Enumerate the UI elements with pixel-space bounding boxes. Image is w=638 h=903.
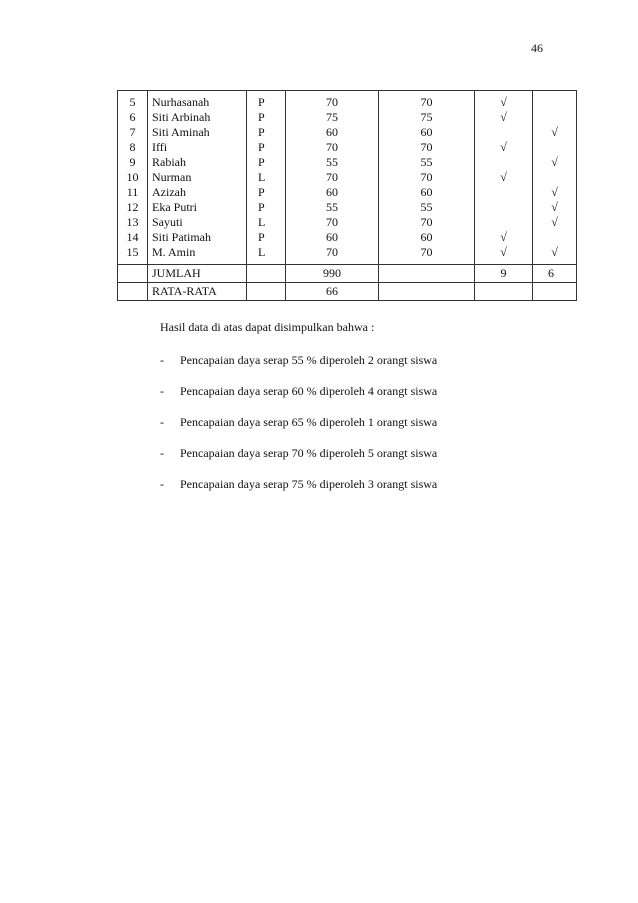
summary-item	[160, 384, 560, 399]
rata-belum-cell	[533, 283, 577, 301]
cell-number: 15	[126, 245, 139, 259]
cell-number: 9	[129, 155, 136, 169]
cell-number: 7	[129, 125, 136, 139]
cell-number: 11	[126, 185, 139, 199]
col-belum-tuntas	[533, 91, 577, 265]
cell-tuntas-check: √	[500, 95, 507, 109]
cell-tuntas-check: √	[500, 110, 507, 124]
cell-tuntas-check: √	[500, 140, 507, 154]
cell-post-score: 55	[420, 200, 433, 214]
cell-name: Iffi	[152, 140, 168, 154]
summary-item-text: Pencapaian daya serap 65 % diperoleh 1 orangt siswa	[180, 415, 438, 429]
cell-number: 8	[129, 140, 136, 154]
col-pre-score	[286, 91, 379, 265]
cell-name: Nurhasanah	[152, 95, 210, 109]
cell-pre-score: 55	[326, 200, 338, 214]
rata-rata-row	[118, 283, 577, 301]
summary-item-text: Pencapaian daya serap 55 % diperoleh 2 orangt siswa	[180, 353, 438, 367]
cell-sex: P	[258, 200, 265, 214]
cell-name: Sayuti	[152, 215, 183, 229]
cell-post-score: 55	[420, 155, 433, 169]
cell-number: 5	[129, 95, 136, 109]
cell-number: 14	[126, 230, 139, 244]
cell-post-score: 70	[420, 215, 433, 229]
jumlah-sex-cell	[247, 265, 286, 283]
rata-rata-pre: 66	[286, 283, 379, 301]
cell-post-score: 75	[420, 110, 433, 124]
cell-post-score: 70	[420, 245, 433, 259]
cell-name: Eka Putri	[152, 200, 197, 214]
cell-post-score: 70	[420, 140, 433, 154]
cell-pre-score: 70	[326, 95, 338, 109]
cell-pre-score: 75	[326, 110, 338, 124]
cell-tuntas-check	[475, 200, 532, 215]
cell-belum-tuntas-check	[533, 230, 576, 245]
summary-item-text: Pencapaian daya serap 70 % diperoleh 5 orangt siswa	[180, 446, 438, 460]
cell-name: Siti Patimah	[152, 230, 212, 244]
cell-sex: L	[258, 215, 266, 229]
student-score-table	[117, 90, 577, 301]
jumlah-no-cell	[118, 265, 148, 283]
cell-post-score: 70	[420, 170, 433, 184]
summary-list	[160, 353, 560, 492]
cell-name: Siti Arbinah	[152, 110, 211, 124]
cell-tuntas-check	[475, 185, 532, 200]
rata-sex-cell	[247, 283, 286, 301]
cell-tuntas-check	[475, 155, 532, 170]
cell-number: 6	[129, 110, 136, 124]
jumlah-post-cell	[379, 265, 475, 283]
cell-pre-score: 70	[326, 140, 338, 154]
cell-tuntas-check	[475, 125, 532, 140]
cell-tuntas-check: √	[500, 170, 507, 184]
cell-belum-tuntas-check	[533, 110, 576, 125]
cell-pre-score: 70	[326, 215, 338, 229]
bullet-dash: -	[160, 477, 164, 491]
col-name	[148, 91, 247, 265]
rata-tuntas-cell	[475, 283, 533, 301]
cell-sex: P	[258, 185, 265, 199]
rata-rata-label: RATA-RATA	[148, 283, 247, 301]
jumlah-label: JUMLAH	[148, 265, 247, 283]
bullet-dash: -	[160, 446, 164, 460]
cell-belum-tuntas-check: √	[551, 185, 558, 199]
cell-post-score: 60	[420, 185, 433, 199]
cell-sex: L	[258, 245, 266, 259]
col-post-score	[379, 91, 475, 265]
jumlah-row	[118, 265, 577, 283]
summary-item	[160, 477, 560, 492]
cell-belum-tuntas-check: √	[551, 215, 558, 229]
cell-belum-tuntas-check: √	[551, 200, 558, 214]
cell-belum-tuntas-check: √	[551, 155, 558, 169]
summary-intro: Hasil data di atas dapat disimpulkan bahwa :	[160, 320, 375, 334]
cell-pre-score: 60	[326, 230, 338, 244]
cell-sex: L	[258, 170, 266, 184]
cell-post-score: 60	[420, 125, 433, 139]
cell-pre-score: 55	[326, 155, 338, 169]
col-tuntas	[475, 91, 533, 265]
cell-tuntas-check: √	[500, 230, 507, 244]
cell-tuntas-check	[475, 215, 532, 230]
summary-item-text: Pencapaian daya serap 75 % diperoleh 3 orangt siswa	[180, 477, 438, 491]
cell-number: 10	[126, 170, 139, 184]
cell-pre-score: 70	[326, 170, 338, 184]
cell-name: Siti Aminah	[152, 125, 210, 139]
summary-item-text: Pencapaian daya serap 60 % diperoleh 4 orangt siswa	[180, 384, 438, 398]
cell-name: Azizah	[152, 185, 186, 199]
jumlah-belum-tuntas: 6	[533, 265, 577, 283]
summary-section	[160, 320, 560, 508]
col-number	[118, 91, 148, 265]
summary-item	[160, 353, 560, 368]
cell-name: Nurman	[152, 170, 192, 184]
rata-post-cell	[379, 283, 475, 301]
cell-belum-tuntas-check: √	[551, 245, 558, 259]
rata-no-cell	[118, 283, 148, 301]
cell-sex: P	[258, 230, 265, 244]
cell-belum-tuntas-check	[533, 95, 576, 110]
cell-pre-score: 60	[326, 185, 338, 199]
cell-post-score: 60	[420, 230, 433, 244]
bullet-dash: -	[160, 415, 164, 429]
cell-sex: P	[258, 140, 265, 154]
cell-name: M. Amin	[152, 245, 196, 259]
cell-pre-score: 60	[326, 125, 338, 139]
cell-number: 13	[126, 215, 139, 229]
cell-belum-tuntas-check: √	[551, 125, 558, 139]
cell-belum-tuntas-check	[533, 140, 576, 155]
cell-tuntas-check: √	[500, 245, 507, 259]
cell-post-score: 70	[420, 95, 433, 109]
cell-sex: P	[258, 155, 265, 169]
cell-belum-tuntas-check	[533, 170, 576, 185]
cell-sex: P	[258, 125, 265, 139]
cell-number: 12	[126, 200, 139, 214]
student-rows	[118, 91, 577, 265]
summary-item	[160, 446, 560, 461]
bullet-dash: -	[160, 353, 164, 367]
cell-name: Rabiah	[152, 155, 186, 169]
cell-pre-score: 70	[326, 245, 338, 259]
jumlah-pre: 990	[286, 265, 379, 283]
cell-sex: P	[258, 95, 265, 109]
summary-item	[160, 415, 560, 430]
col-sex	[247, 91, 286, 265]
cell-sex: P	[258, 110, 265, 124]
jumlah-tuntas: 9	[475, 265, 533, 283]
page-number: 46	[531, 41, 543, 55]
bullet-dash: -	[160, 384, 164, 398]
